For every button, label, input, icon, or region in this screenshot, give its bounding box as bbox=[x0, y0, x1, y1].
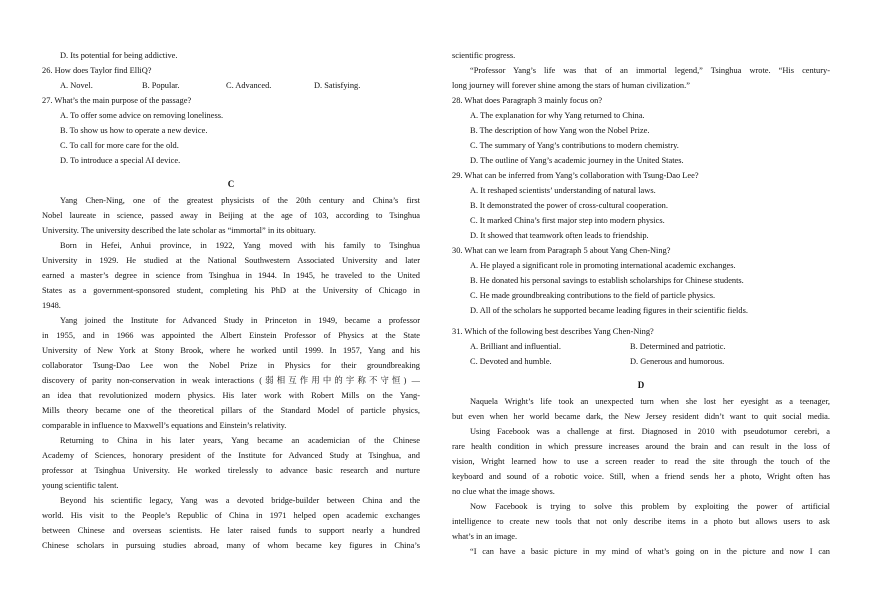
c-line: University. The university described the late scholar as “immortal” in its obituary. bbox=[42, 226, 316, 235]
d-line: what’s in an image. bbox=[452, 532, 518, 541]
d-line: Now Facebook is trying to solve this problem by exploiting the power of artificial bbox=[470, 502, 830, 511]
c-line: Born in Hefei, Anhui province, in 1922, Yang moved with his family to Tsinghua bbox=[60, 241, 420, 250]
q30-option-c: C. He made groundbreaking contributions to the field of particle physics. bbox=[470, 291, 716, 300]
c-line: States as a government-sponsored student, completing his PhD at the University of Chicago in bbox=[42, 286, 420, 295]
q27-option-c: C. To call for more care for the old. bbox=[60, 141, 179, 150]
c-line: in 1955, and in 1966 was appointed the Albert Einstein Professor of Physics at the State bbox=[42, 331, 420, 340]
c-line: Yang joined the Institute for Advanced Study in Princeton in 1949, became a professor bbox=[60, 316, 420, 325]
q30-option-b: B. He donated his personal savings to establish scholarships for Chinese students. bbox=[470, 276, 744, 285]
c-line: young scientific talent. bbox=[42, 481, 119, 490]
q26-option-a: A. Novel. bbox=[60, 81, 93, 90]
q26-option-b: B. Popular. bbox=[142, 81, 180, 90]
d-line: keyboard and sound of a robotic voice. Still, when a friend sends her a photo, Wright often has bbox=[452, 472, 830, 481]
c-line: discovery of parity non-conservation in weak interactions (弱相互作用中的宇称不守恒) — bbox=[42, 376, 420, 385]
c-line: world. His visit to the People’s Republic of China in 1971 helped open academic exchanges bbox=[42, 511, 420, 520]
q31-option-d: D. Generous and humorous. bbox=[630, 357, 725, 366]
q31-option-a: A. Brilliant and influential. bbox=[470, 342, 561, 351]
q31-options-row-2 bbox=[452, 354, 830, 369]
q28-question: 28. What does Paragraph 3 mainly focus on? bbox=[452, 96, 603, 105]
d-line: intelligence to create new tools that not only describe items in a photo but allows users to ask bbox=[452, 517, 830, 526]
left-column bbox=[42, 48, 420, 553]
q31-option-c: C. Devoted and humble. bbox=[470, 357, 552, 366]
c-line: Yang Chen-Ning, one of the greatest physicists of the 20th century and China’s first bbox=[60, 196, 420, 205]
c-line: Nobel laureate in science, passed away in Beijing at the age of 103, according to Tsinghua bbox=[42, 211, 420, 220]
q28-option-a: A. The explanation for why Yang returned to China. bbox=[470, 111, 645, 120]
d-line: vision, Wright learned how to use a screen reader to read the site through the touch of the bbox=[452, 457, 830, 466]
section-d-heading: D bbox=[637, 380, 645, 390]
q27-question: 27. What’s the main purpose of the passage? bbox=[42, 96, 192, 105]
section-c-heading: C bbox=[227, 179, 235, 189]
q29-option-a: A. It reshaped scientists’ understanding of natural laws. bbox=[470, 186, 656, 195]
c-line: University of New York at Stony Brook, where he worked until 1999. In 1957, Yang and his bbox=[42, 346, 420, 355]
q27-option-a: A. To offer some advice on removing loneliness. bbox=[60, 111, 224, 120]
c-line: comparable in influence to Maxwell’s equations and Einstein’s relativity. bbox=[42, 421, 287, 430]
q27-option-b: B. To show us how to operate a new device. bbox=[60, 126, 208, 135]
c-line: professor at Tsinghua University. He worked tirelessly to advance basic research and nurture bbox=[42, 466, 420, 475]
c-line: an idea that revolutionized modern physics. His later work with Robert Mills on the Yang- bbox=[42, 391, 420, 400]
q28-option-c: C. The summary of Yang’s contributions to modern chemistry. bbox=[470, 141, 679, 150]
c-line: 1948. bbox=[42, 301, 61, 310]
c-continued-line: long journey will forever shine among the stars of human civilization.” bbox=[452, 81, 690, 90]
d-line: “I can have a basic picture in my mind of what’s going on in the picture and now I can bbox=[470, 547, 830, 556]
q28-option-d: D. The outline of Yang’s academic journey in the United States. bbox=[470, 156, 684, 165]
c-line: collaborator Tsung-Dao Lee won the Nobel Prize in Physics for their groundbreaking bbox=[42, 361, 420, 370]
q26-option-c: C. Advanced. bbox=[226, 81, 272, 90]
d-line: but even when her world became dark, the New Jersey resident didn’t want to quit social media. bbox=[452, 412, 830, 421]
d-line: no clue what the image shows. bbox=[452, 487, 555, 496]
c-line: Academy of Sciences, honorary president of the Institute for Advanced Study at Tsinghua, and bbox=[42, 451, 420, 460]
q25-option-d: D. Its potential for being addictive. bbox=[60, 51, 178, 60]
c-line: earned a master’s degree in science from Tsinghua in 1944. In 1945, he traveled to the United bbox=[42, 271, 420, 280]
c-continued-line: scientific progress. bbox=[452, 51, 516, 60]
c-line: Chinese scholars in pursuing studies abroad, many of whom became key figures in China’s bbox=[42, 541, 420, 550]
q31-options-row-1 bbox=[452, 339, 830, 354]
d-line: rare health condition in which pressure increases around the brain and can result in the loss of bbox=[452, 442, 830, 451]
q28-option-b: B. The description of how Yang won the Nobel Prize. bbox=[470, 126, 650, 135]
q27-option-d: D. To introduce a special AI device. bbox=[60, 156, 181, 165]
q29-option-c: C. It marked China’s first major step into modern physics. bbox=[470, 216, 665, 225]
d-line: Naquela Wright’s life took an unexpected turn when she lost her eyesight as a teenager, bbox=[470, 397, 830, 406]
q29-question: 29. What can be inferred from Yang’s collaboration with Tsung-Dao Lee? bbox=[452, 171, 699, 180]
q30-option-d: D. All of the scholars he supported became leading figures in their scientific fields. bbox=[470, 306, 748, 315]
q30-question: 30. What can we learn from Paragraph 5 about Yang Chen-Ning? bbox=[452, 246, 671, 255]
c-line: Mills theory became one of the theoretical pillars of the Standard Model of particle physics, bbox=[42, 406, 420, 415]
q30-option-a: A. He played a significant role in promoting international academic exchanges. bbox=[470, 261, 736, 270]
q29-option-d: D. It showed that teamwork often leads to friendship. bbox=[470, 231, 649, 240]
right-column bbox=[452, 48, 830, 559]
q26-options bbox=[42, 78, 420, 93]
q31-question: 31. Which of the following best describes Yang Chen-Ning? bbox=[452, 327, 654, 336]
c-continued-line: “Professor Yang’s life was that of an immortal legend,” Tsinghua wrote. “His century- bbox=[470, 66, 830, 75]
q26-question: 26. How does Taylor find ElliQ? bbox=[42, 66, 152, 75]
q29-option-b: B. It demonstrated the power of cross-cultural cooperation. bbox=[470, 201, 668, 210]
c-line: University in 1929. He studied at the National Southwestern Associated University and later bbox=[42, 256, 420, 265]
c-line: Beyond his scientific legacy, Yang was a devoted bridge-builder between China and the bbox=[60, 496, 420, 505]
q26-option-d: D. Satisfying. bbox=[314, 81, 361, 90]
q31-option-b: B. Determined and patriotic. bbox=[630, 342, 726, 351]
c-line: Returning to China in his later years, Yang became an academician of the Chinese bbox=[60, 436, 420, 445]
c-line: between Chinese and overseas scientists. He later raised funds to support nearly a hundred bbox=[42, 526, 420, 535]
d-line: Using Facebook was a challenge at first. Diagnosed in 2010 with pseudotumor cerebri, a bbox=[470, 427, 830, 436]
